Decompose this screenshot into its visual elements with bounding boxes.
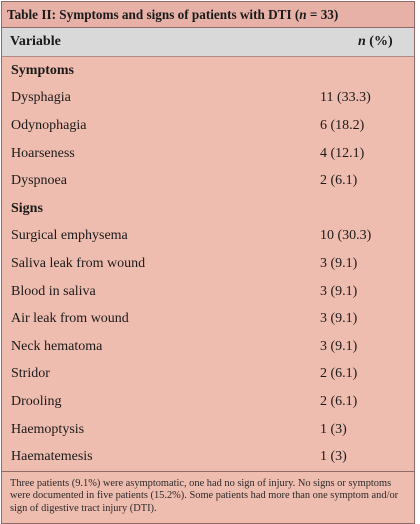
row-label: Neck hematoma bbox=[11, 338, 103, 354]
row-value: 1 (3) bbox=[320, 421, 347, 437]
data-table bbox=[1, 1, 415, 524]
row-value: 2 (6.1) bbox=[320, 393, 358, 409]
row-label: Dyspnoea bbox=[11, 173, 67, 189]
section-heading-signs bbox=[2, 195, 414, 223]
column-header-n-percent bbox=[336, 34, 414, 50]
section-label: Symptoms bbox=[11, 62, 75, 78]
column-header-n: n bbox=[358, 34, 366, 49]
table-row bbox=[2, 167, 414, 195]
table-footnote: Three patients (9.1%) were asymptomatic, one had no sign of injury. No signs or symptoms were documented in five patients (15.2%). Some patients had more than one symptom and/or sign of digestive tract injury (DTI). bbox=[2, 472, 414, 523]
table-row bbox=[2, 443, 414, 472]
row-label: Saliva leak from wound bbox=[11, 255, 146, 271]
table-row bbox=[2, 416, 414, 444]
row-value: 3 (9.1) bbox=[320, 311, 358, 327]
table-row bbox=[2, 361, 414, 389]
table-row bbox=[2, 140, 414, 168]
row-value: 11 (33.3) bbox=[320, 90, 371, 106]
row-label: Haematemesis bbox=[11, 449, 93, 465]
column-header-variable: Variable bbox=[10, 34, 61, 49]
row-value: 4 (12.1) bbox=[320, 145, 365, 161]
table-title-prefix: Table II: Symptoms and signs of patients with DTI ( bbox=[7, 7, 300, 22]
table-title bbox=[2, 2, 414, 28]
table-row bbox=[2, 305, 414, 333]
table-row bbox=[2, 223, 414, 251]
row-label: Surgical emphysema bbox=[11, 228, 128, 244]
row-value: 6 (18.2) bbox=[320, 117, 365, 133]
column-header-percent: (%) bbox=[365, 34, 393, 49]
row-label: Blood in saliva bbox=[11, 283, 96, 299]
row-label: Drooling bbox=[11, 393, 62, 409]
row-value: 3 (9.1) bbox=[320, 255, 358, 271]
row-value: 2 (6.1) bbox=[320, 173, 358, 189]
table-title-suffix: = 33) bbox=[306, 7, 339, 22]
table-row bbox=[2, 85, 414, 113]
table-row bbox=[2, 333, 414, 361]
row-value: 2 (6.1) bbox=[320, 366, 358, 382]
section-label: Signs bbox=[11, 200, 43, 216]
row-value: 3 (9.1) bbox=[320, 283, 358, 299]
row-label: Hoarseness bbox=[11, 145, 75, 161]
row-label: Dysphagia bbox=[11, 90, 71, 106]
row-value: 3 (9.1) bbox=[320, 338, 358, 354]
section-heading-symptoms bbox=[2, 57, 414, 85]
table-row bbox=[2, 388, 414, 416]
table-row bbox=[2, 250, 414, 278]
row-label: Air leak from wound bbox=[11, 311, 129, 327]
table-title-n: n bbox=[299, 7, 307, 22]
table-body bbox=[2, 57, 414, 523]
row-label: Stridor bbox=[11, 366, 50, 382]
table-header-row bbox=[2, 28, 414, 57]
table-row bbox=[2, 112, 414, 140]
table-row bbox=[2, 278, 414, 306]
row-label: Haemoptysis bbox=[11, 421, 85, 437]
row-value: 10 (30.3) bbox=[320, 228, 372, 244]
row-value: 1 (3) bbox=[320, 449, 347, 465]
row-label: Odynophagia bbox=[11, 117, 87, 133]
